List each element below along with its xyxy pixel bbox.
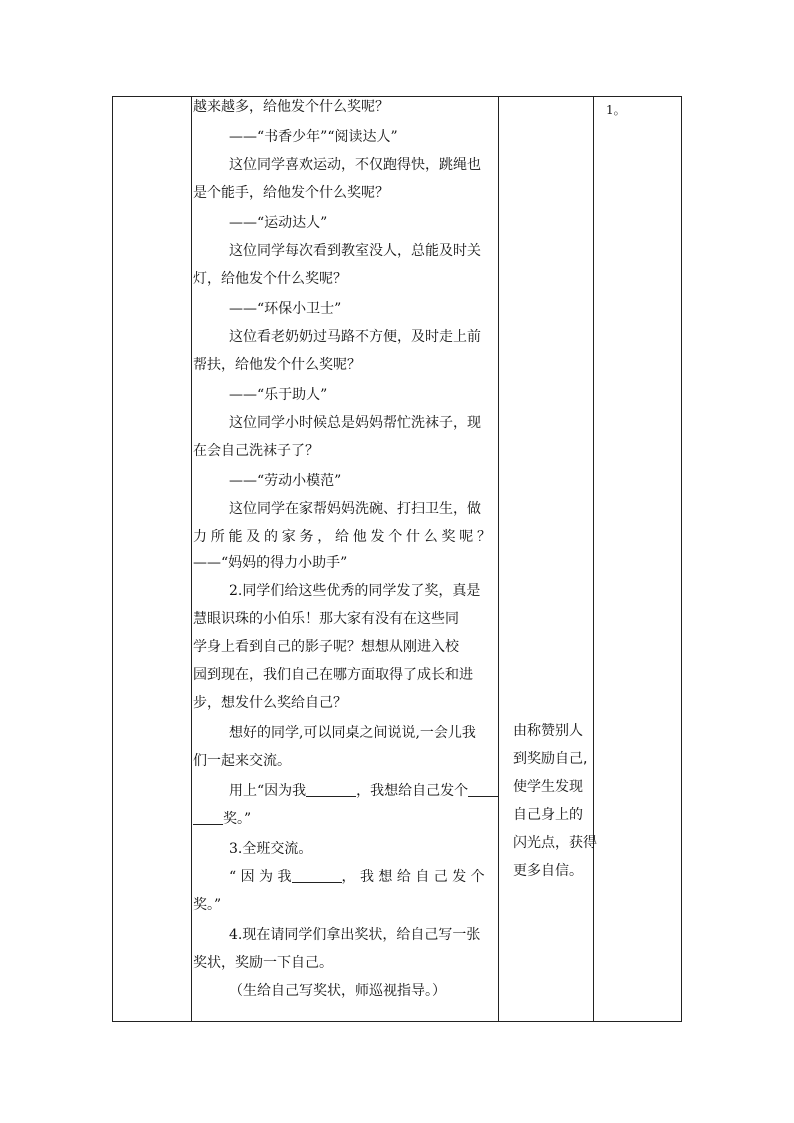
- text-line: ——“书香少年”“阅读达人”: [229, 129, 398, 145]
- note-line: 更多自信。: [513, 863, 583, 879]
- text-line: 2.同学们给这些优秀的同学发了奖，真是: [229, 583, 481, 599]
- text-line: ——“妈妈的得力小助手”: [193, 555, 348, 571]
- cell-number: 1。: [606, 103, 626, 117]
- text-line: ——“劳动小模范”: [229, 473, 342, 489]
- column-divider: [191, 97, 192, 1021]
- note-line: 自己身上的: [513, 807, 583, 823]
- text-line: 这位同学喜欢运动，不仅跑得快，跳绳也: [229, 157, 481, 173]
- text-line: ——“乐于助人”: [229, 387, 328, 403]
- blank-line: [468, 782, 498, 797]
- blank-line: [193, 810, 223, 825]
- text-line: 想好的同学,可以同桌之间说说,一会儿我: [229, 725, 476, 741]
- text-line: 这位同学小时候总是妈妈帮忙洗袜子，现: [229, 415, 481, 431]
- lesson-table: [112, 96, 682, 1022]
- text-line: 4.现在请同学们拿出奖状，给自己写一张: [229, 927, 481, 943]
- blank-line: [292, 868, 342, 883]
- text-line: 灯，给他发个什么奖呢？: [193, 271, 347, 287]
- prompt-text: “ 因 为 我: [229, 869, 292, 885]
- text-line: 园到现在，我们自己在哪方面取得了成长和进: [193, 667, 473, 683]
- text-line: 慧眼识珠的小伯乐！那大家有没有在这些同: [193, 611, 459, 627]
- column-divider: [498, 97, 499, 1021]
- note-line: 使学生发现: [513, 779, 583, 795]
- text-line: 在会自己洗袜子了？: [193, 443, 319, 459]
- text-line: 这位同学在家帮妈妈洗碗、打扫卫生，做: [229, 501, 481, 517]
- text-line: ——“运动达人”: [229, 215, 328, 231]
- column-divider: [593, 97, 594, 1021]
- fill-in-prompt: [229, 781, 498, 801]
- text-line: 步，想发什么奖给自己？: [193, 695, 347, 711]
- text-line: 越来越多，给他发个什么奖呢？: [193, 99, 389, 115]
- text-line: 们一起来交流。: [193, 753, 291, 769]
- text-line: 奖状，奖励一下自己。: [193, 955, 333, 971]
- text-line: 帮扶，给他发个什么奖呢？: [193, 357, 361, 373]
- text-line: 是个能手，给他发个什么奖呢？: [193, 185, 389, 201]
- prompt-text: ，我想给自己发个: [356, 783, 469, 799]
- blank-line: [306, 782, 356, 797]
- note-line: 到奖励自己,: [513, 751, 588, 767]
- text-line: （生给自己写奖状，师巡视指导。）: [229, 983, 446, 999]
- text-line: 学身上看到自己的影子呢？想想从刚进入校: [193, 639, 459, 655]
- note-line: 闪光点，获得: [513, 835, 597, 851]
- prompt-text: 用上“因为我: [229, 783, 307, 799]
- fill-in-prompt-cont: [193, 809, 251, 829]
- text-line: 力所能及的家务，给他发个什么奖呢？: [193, 529, 491, 545]
- text-line: 这位看老奶奶过马路不方便，及时走上前: [229, 329, 481, 345]
- text-line: 这位同学每次看到教室没人，总能及时关: [229, 243, 481, 259]
- note-line: 由称赞别人: [513, 723, 583, 739]
- text-line: 3.全班交流。: [229, 841, 313, 857]
- text-line: 奖。”: [193, 897, 222, 913]
- prompt-text: 奖。”: [223, 811, 252, 827]
- fill-in-prompt: [229, 867, 485, 887]
- prompt-text: ， 我 想 给 自 己 发 个: [341, 869, 485, 885]
- text-line: ——“环保小卫士”: [229, 301, 342, 317]
